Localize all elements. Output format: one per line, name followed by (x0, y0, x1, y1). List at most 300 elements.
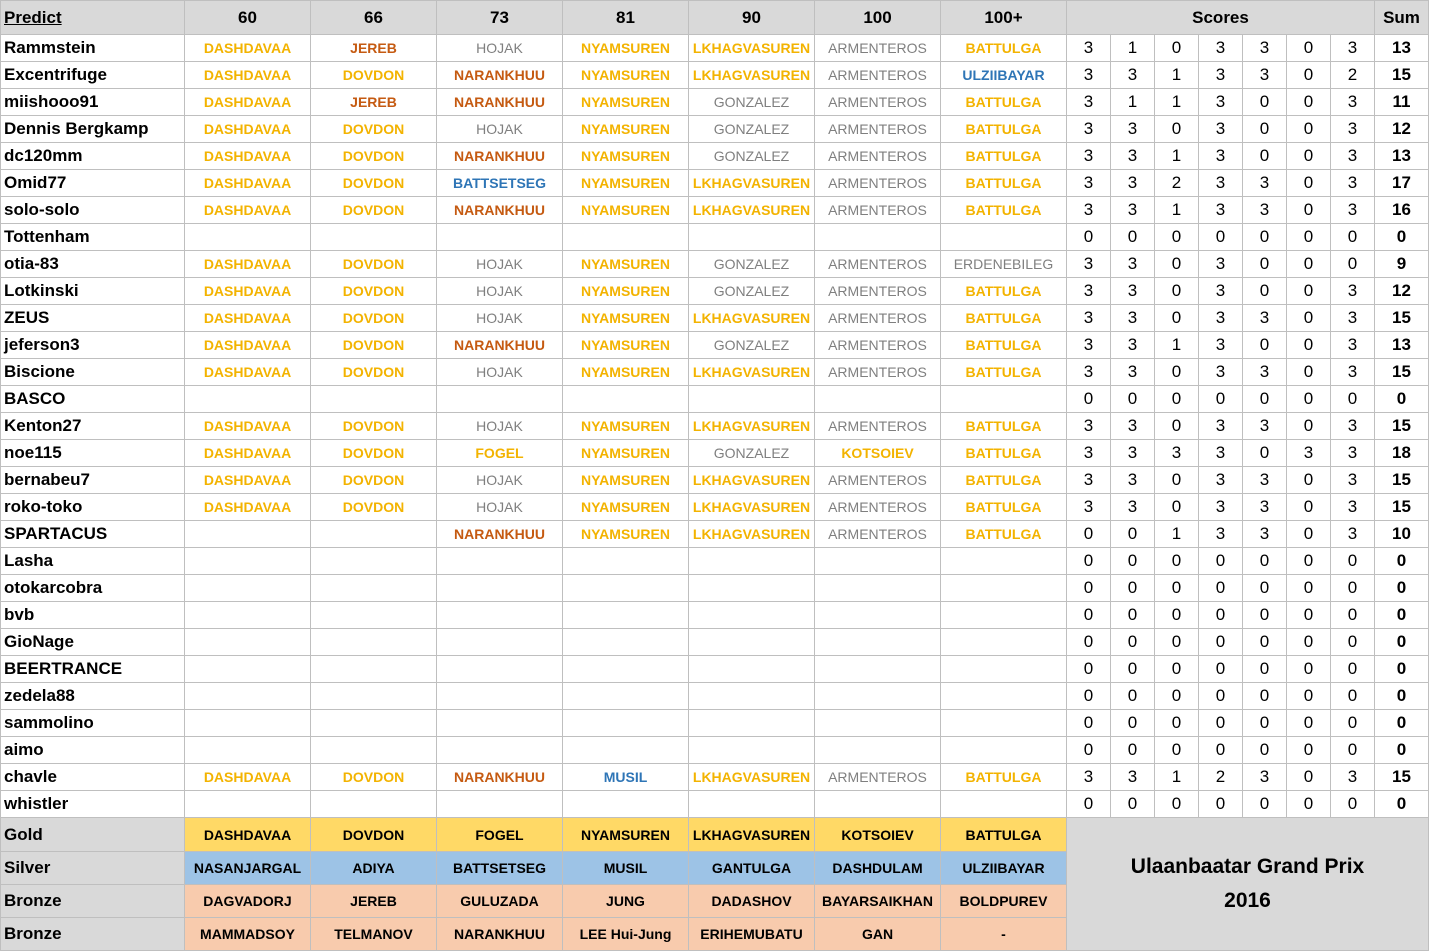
sum-cell: 15 (1375, 359, 1429, 386)
pick-cell: HOJAK (437, 116, 563, 143)
pick-cell (815, 737, 941, 764)
pick-cell (185, 629, 311, 656)
score-cell: 0 (1111, 683, 1155, 710)
player-name: Dennis Bergkamp (1, 116, 185, 143)
pick-cell: NYAMSUREN (563, 467, 689, 494)
score-cell: 0 (1155, 737, 1199, 764)
pick-cell: DASHDAVAA (185, 440, 311, 467)
player-name: Rammstein (1, 35, 185, 62)
pick-cell (941, 602, 1067, 629)
score-cell: 3 (1111, 278, 1155, 305)
medalist-cell: MAMMADSOY (185, 918, 311, 951)
score-cell: 3 (1199, 251, 1243, 278)
score-cell: 1 (1155, 332, 1199, 359)
player-row (1, 116, 1429, 143)
score-cell: 3 (1199, 359, 1243, 386)
pick-cell: NYAMSUREN (563, 89, 689, 116)
player-name: Tottenham (1, 224, 185, 251)
player-name: SPARTACUS (1, 521, 185, 548)
pick-cell: ARMENTEROS (815, 170, 941, 197)
pick-cell (563, 791, 689, 818)
pick-cell: ARMENTEROS (815, 494, 941, 521)
pick-cell: DASHDAVAA (185, 413, 311, 440)
score-cell: 0 (1287, 332, 1331, 359)
sum-cell: 13 (1375, 332, 1429, 359)
sum-cell: 0 (1375, 575, 1429, 602)
pick-cell (941, 737, 1067, 764)
score-cell: 0 (1155, 278, 1199, 305)
category-header: 73 (437, 1, 563, 35)
category-header: 100+ (941, 1, 1067, 35)
pick-cell: DASHDAVAA (185, 494, 311, 521)
player-name: whistler (1, 791, 185, 818)
medal-label: Bronze (1, 885, 185, 918)
player-name: noe115 (1, 440, 185, 467)
pick-cell: NYAMSUREN (563, 305, 689, 332)
pick-cell: ARMENTEROS (815, 278, 941, 305)
score-cell: 3 (1067, 764, 1111, 791)
score-cell: 0 (1331, 683, 1375, 710)
player-name: chavle (1, 764, 185, 791)
player-name: ZEUS (1, 305, 185, 332)
pick-cell (563, 575, 689, 602)
score-cell: 3 (1331, 413, 1375, 440)
sum-cell: 0 (1375, 737, 1429, 764)
score-cell: 3 (1199, 143, 1243, 170)
player-row (1, 602, 1429, 629)
score-cell: 3 (1199, 116, 1243, 143)
medalist-cell: TELMANOV (311, 918, 437, 951)
pick-cell: HOJAK (437, 35, 563, 62)
score-cell: 3 (1243, 62, 1287, 89)
score-cell: 0 (1287, 62, 1331, 89)
score-cell: 3 (1331, 440, 1375, 467)
score-cell: 3 (1243, 359, 1287, 386)
score-cell: 0 (1287, 197, 1331, 224)
pick-cell: BATTULGA (941, 35, 1067, 62)
score-cell: 3 (1199, 278, 1243, 305)
medalist-cell: - (941, 918, 1067, 951)
pick-cell: LKHAGVASUREN (689, 521, 815, 548)
pick-cell (185, 656, 311, 683)
score-cell: 3 (1243, 35, 1287, 62)
score-cell: 3 (1243, 170, 1287, 197)
score-cell: 3 (1067, 440, 1111, 467)
score-cell: 3 (1111, 305, 1155, 332)
player-row (1, 332, 1429, 359)
pick-cell: BATTULGA (941, 440, 1067, 467)
sum-cell: 0 (1375, 710, 1429, 737)
medal-row-gold (1, 818, 1429, 852)
score-cell: 3 (1067, 143, 1111, 170)
score-cell: 3 (1111, 143, 1155, 170)
score-cell: 3 (1111, 413, 1155, 440)
pick-cell: DOVDON (311, 305, 437, 332)
pick-cell: DASHDAVAA (185, 197, 311, 224)
pick-cell: DASHDAVAA (185, 35, 311, 62)
pick-cell: BATTULGA (941, 116, 1067, 143)
pick-cell: DASHDAVAA (185, 467, 311, 494)
pick-cell: LKHAGVASUREN (689, 170, 815, 197)
score-cell: 0 (1067, 386, 1111, 413)
pick-cell (689, 602, 815, 629)
medalist-cell: DAGVADORJ (185, 885, 311, 918)
score-cell: 0 (1287, 575, 1331, 602)
pick-cell (185, 521, 311, 548)
pick-cell: ARMENTEROS (815, 413, 941, 440)
sum-cell: 9 (1375, 251, 1429, 278)
score-cell: 0 (1067, 575, 1111, 602)
medalist-cell: FOGEL (437, 818, 563, 852)
score-cell: 0 (1331, 251, 1375, 278)
player-row (1, 62, 1429, 89)
pick-cell (689, 548, 815, 575)
sum-cell: 15 (1375, 467, 1429, 494)
pick-cell: DOVDON (311, 197, 437, 224)
sum-cell: 12 (1375, 278, 1429, 305)
score-cell: 0 (1243, 116, 1287, 143)
pick-cell: DOVDON (311, 467, 437, 494)
pick-cell: BATTULGA (941, 305, 1067, 332)
medalist-cell: DOVDON (311, 818, 437, 852)
pick-cell: DASHDAVAA (185, 89, 311, 116)
score-cell: 0 (1243, 143, 1287, 170)
score-cell: 0 (1155, 656, 1199, 683)
pick-cell: DOVDON (311, 116, 437, 143)
sum-cell: 15 (1375, 764, 1429, 791)
pick-cell (563, 629, 689, 656)
score-cell: 0 (1243, 89, 1287, 116)
player-row (1, 791, 1429, 818)
medalist-cell: MUSIL (563, 852, 689, 885)
player-row (1, 413, 1429, 440)
player-row (1, 494, 1429, 521)
score-cell: 0 (1243, 710, 1287, 737)
score-cell: 3 (1331, 278, 1375, 305)
score-cell: 0 (1287, 35, 1331, 62)
score-cell: 1 (1155, 197, 1199, 224)
sum-cell: 0 (1375, 656, 1429, 683)
medalist-cell: GULUZADA (437, 885, 563, 918)
pick-cell (311, 521, 437, 548)
pick-cell: NYAMSUREN (563, 521, 689, 548)
score-cell: 0 (1243, 683, 1287, 710)
pick-cell: GONZALEZ (689, 143, 815, 170)
pick-cell: HOJAK (437, 305, 563, 332)
pick-cell: GONZALEZ (689, 89, 815, 116)
medalist-cell: JEREB (311, 885, 437, 918)
pick-cell (437, 791, 563, 818)
pick-cell (437, 710, 563, 737)
score-cell: 0 (1287, 683, 1331, 710)
score-cell: 3 (1243, 197, 1287, 224)
score-cell: 3 (1243, 467, 1287, 494)
player-name: BEERTRANCE (1, 656, 185, 683)
score-cell: 3 (1199, 62, 1243, 89)
pick-cell: NARANKHUU (437, 521, 563, 548)
pick-cell: DASHDAVAA (185, 251, 311, 278)
score-cell: 3 (1287, 440, 1331, 467)
sum-cell: 18 (1375, 440, 1429, 467)
category-header: 81 (563, 1, 689, 35)
medalist-cell: BATTSETSEG (437, 852, 563, 885)
pick-cell (311, 602, 437, 629)
score-cell: 3 (1111, 764, 1155, 791)
player-row (1, 656, 1429, 683)
score-cell: 3 (1067, 413, 1111, 440)
score-cell: 0 (1067, 656, 1111, 683)
pick-cell: NYAMSUREN (563, 413, 689, 440)
score-cell: 0 (1287, 656, 1331, 683)
pick-cell (689, 737, 815, 764)
score-cell: 0 (1199, 656, 1243, 683)
pick-cell (185, 683, 311, 710)
pick-cell (437, 656, 563, 683)
pick-cell: NARANKHUU (437, 143, 563, 170)
score-cell: 3 (1243, 305, 1287, 332)
event-year: 2016 (1224, 889, 1271, 912)
pick-cell (311, 575, 437, 602)
pick-cell: BATTULGA (941, 332, 1067, 359)
pick-cell (689, 224, 815, 251)
medal-label: Bronze (1, 918, 185, 951)
score-cell: 3 (1199, 35, 1243, 62)
player-row (1, 359, 1429, 386)
medalist-cell: LEE Hui-Jung (563, 918, 689, 951)
sum-cell: 0 (1375, 224, 1429, 251)
medalist-cell: GANTULGA (689, 852, 815, 885)
score-cell: 0 (1287, 116, 1331, 143)
pick-cell (437, 737, 563, 764)
score-cell: 0 (1243, 251, 1287, 278)
score-cell: 3 (1331, 143, 1375, 170)
score-cell: 0 (1067, 224, 1111, 251)
pick-cell: NARANKHUU (437, 197, 563, 224)
player-row (1, 764, 1429, 791)
pick-cell (815, 710, 941, 737)
score-cell: 0 (1331, 386, 1375, 413)
score-cell: 0 (1155, 35, 1199, 62)
medalist-cell: NASANJARGAL (185, 852, 311, 885)
pick-cell (941, 656, 1067, 683)
player-name: dc120mm (1, 143, 185, 170)
score-cell: 0 (1331, 629, 1375, 656)
sum-cell: 16 (1375, 197, 1429, 224)
player-name: roko-toko (1, 494, 185, 521)
score-cell: 1 (1155, 521, 1199, 548)
player-name: Excentrifuge (1, 62, 185, 89)
score-cell: 3 (1067, 197, 1111, 224)
pick-cell (941, 629, 1067, 656)
medalist-cell: DADASHOV (689, 885, 815, 918)
score-cell: 0 (1243, 548, 1287, 575)
score-cell: 0 (1331, 548, 1375, 575)
player-name: Omid77 (1, 170, 185, 197)
pick-cell: DASHDAVAA (185, 332, 311, 359)
score-cell: 3 (1155, 440, 1199, 467)
pick-cell: NYAMSUREN (563, 62, 689, 89)
pick-cell: LKHAGVASUREN (689, 359, 815, 386)
pick-cell (815, 656, 941, 683)
pick-cell (941, 224, 1067, 251)
pick-cell (437, 683, 563, 710)
pick-cell: JEREB (311, 35, 437, 62)
score-cell: 0 (1287, 278, 1331, 305)
pick-cell: NARANKHUU (437, 89, 563, 116)
player-row (1, 170, 1429, 197)
score-cell: 0 (1287, 467, 1331, 494)
pick-cell (815, 791, 941, 818)
pick-cell: HOJAK (437, 278, 563, 305)
pick-cell: HOJAK (437, 467, 563, 494)
medalist-cell: ADIYA (311, 852, 437, 885)
score-cell: 0 (1067, 548, 1111, 575)
player-row (1, 89, 1429, 116)
player-row (1, 251, 1429, 278)
pick-cell (311, 548, 437, 575)
medalist-cell: GAN (815, 918, 941, 951)
score-cell: 0 (1287, 413, 1331, 440)
category-header: 60 (185, 1, 311, 35)
pick-cell: LKHAGVASUREN (689, 413, 815, 440)
score-cell: 0 (1243, 332, 1287, 359)
pick-cell: DASHDAVAA (185, 143, 311, 170)
pick-cell: DASHDAVAA (185, 62, 311, 89)
score-cell: 0 (1155, 224, 1199, 251)
medalist-cell: ERIHEMUBATU (689, 918, 815, 951)
sum-cell: 15 (1375, 62, 1429, 89)
score-cell: 0 (1331, 224, 1375, 251)
score-cell: 0 (1111, 224, 1155, 251)
pick-cell: DOVDON (311, 278, 437, 305)
pick-cell: NARANKHUU (437, 764, 563, 791)
event-title: Ulaanbaatar Grand Prix (1130, 855, 1365, 878)
score-cell: 3 (1067, 35, 1111, 62)
score-cell: 0 (1067, 602, 1111, 629)
pick-cell: ARMENTEROS (815, 197, 941, 224)
pick-cell: NYAMSUREN (563, 35, 689, 62)
pick-cell: NYAMSUREN (563, 440, 689, 467)
score-cell: 3 (1067, 494, 1111, 521)
pick-cell (689, 386, 815, 413)
pick-cell: BATTULGA (941, 89, 1067, 116)
pick-cell: DOVDON (311, 251, 437, 278)
score-cell: 0 (1199, 791, 1243, 818)
pick-cell: NYAMSUREN (563, 359, 689, 386)
score-cell: 3 (1331, 332, 1375, 359)
pick-cell: NYAMSUREN (563, 170, 689, 197)
pick-cell (815, 224, 941, 251)
medalist-cell: LKHAGVASUREN (689, 818, 815, 852)
score-cell: 0 (1287, 251, 1331, 278)
score-cell: 3 (1111, 62, 1155, 89)
score-cell: 3 (1199, 332, 1243, 359)
pick-cell (815, 575, 941, 602)
pick-cell: LKHAGVASUREN (689, 764, 815, 791)
sum-cell: 13 (1375, 35, 1429, 62)
pick-cell: BATTULGA (941, 359, 1067, 386)
pick-cell (941, 548, 1067, 575)
pick-cell: GONZALEZ (689, 440, 815, 467)
player-name: bvb (1, 602, 185, 629)
pick-cell: DASHDAVAA (185, 359, 311, 386)
sum-cell: 10 (1375, 521, 1429, 548)
pick-cell: ARMENTEROS (815, 62, 941, 89)
pick-cell: ARMENTEROS (815, 35, 941, 62)
pick-cell (941, 386, 1067, 413)
pick-cell (563, 710, 689, 737)
score-cell: 0 (1111, 791, 1155, 818)
player-row (1, 710, 1429, 737)
pick-cell (437, 629, 563, 656)
player-row (1, 278, 1429, 305)
pick-cell (815, 629, 941, 656)
score-cell: 3 (1331, 89, 1375, 116)
pick-cell (185, 602, 311, 629)
score-cell: 3 (1067, 359, 1111, 386)
pick-cell: BATTULGA (941, 494, 1067, 521)
score-cell: 0 (1155, 548, 1199, 575)
score-cell: 0 (1111, 602, 1155, 629)
sum-cell: 17 (1375, 170, 1429, 197)
pick-cell: BATTULGA (941, 170, 1067, 197)
score-cell: 3 (1067, 305, 1111, 332)
score-cell: 2 (1199, 764, 1243, 791)
score-cell: 3 (1331, 116, 1375, 143)
score-cell: 0 (1331, 575, 1375, 602)
score-cell: 0 (1287, 224, 1331, 251)
score-cell: 3 (1111, 251, 1155, 278)
player-name: Kenton27 (1, 413, 185, 440)
pick-cell: ARMENTEROS (815, 332, 941, 359)
pick-cell (563, 656, 689, 683)
pick-cell: BATTULGA (941, 143, 1067, 170)
pick-cell (185, 737, 311, 764)
score-cell: 0 (1111, 656, 1155, 683)
player-name: Biscione (1, 359, 185, 386)
score-cell: 3 (1111, 332, 1155, 359)
score-cell: 3 (1067, 170, 1111, 197)
score-cell: 3 (1067, 332, 1111, 359)
pick-cell: NARANKHUU (437, 62, 563, 89)
score-cell: 3 (1111, 467, 1155, 494)
score-cell: 0 (1111, 575, 1155, 602)
score-cell: 3 (1331, 35, 1375, 62)
score-cell: 0 (1155, 305, 1199, 332)
score-cell: 0 (1155, 710, 1199, 737)
score-cell: 0 (1111, 629, 1155, 656)
event-title-box (1067, 818, 1429, 951)
score-cell: 0 (1287, 791, 1331, 818)
score-cell: 0 (1067, 710, 1111, 737)
score-cell: 3 (1067, 62, 1111, 89)
pick-cell (185, 548, 311, 575)
pick-cell: NYAMSUREN (563, 251, 689, 278)
score-cell: 3 (1331, 494, 1375, 521)
pick-cell: DASHDAVAA (185, 116, 311, 143)
score-cell: 0 (1155, 251, 1199, 278)
pick-cell: LKHAGVASUREN (689, 35, 815, 62)
sum-cell: 11 (1375, 89, 1429, 116)
score-cell: 0 (1243, 656, 1287, 683)
player-name: sammolino (1, 710, 185, 737)
score-cell: 0 (1155, 791, 1199, 818)
pick-cell (563, 737, 689, 764)
score-cell: 0 (1199, 710, 1243, 737)
pick-cell (185, 710, 311, 737)
pick-cell: LKHAGVASUREN (689, 305, 815, 332)
score-cell: 3 (1199, 89, 1243, 116)
